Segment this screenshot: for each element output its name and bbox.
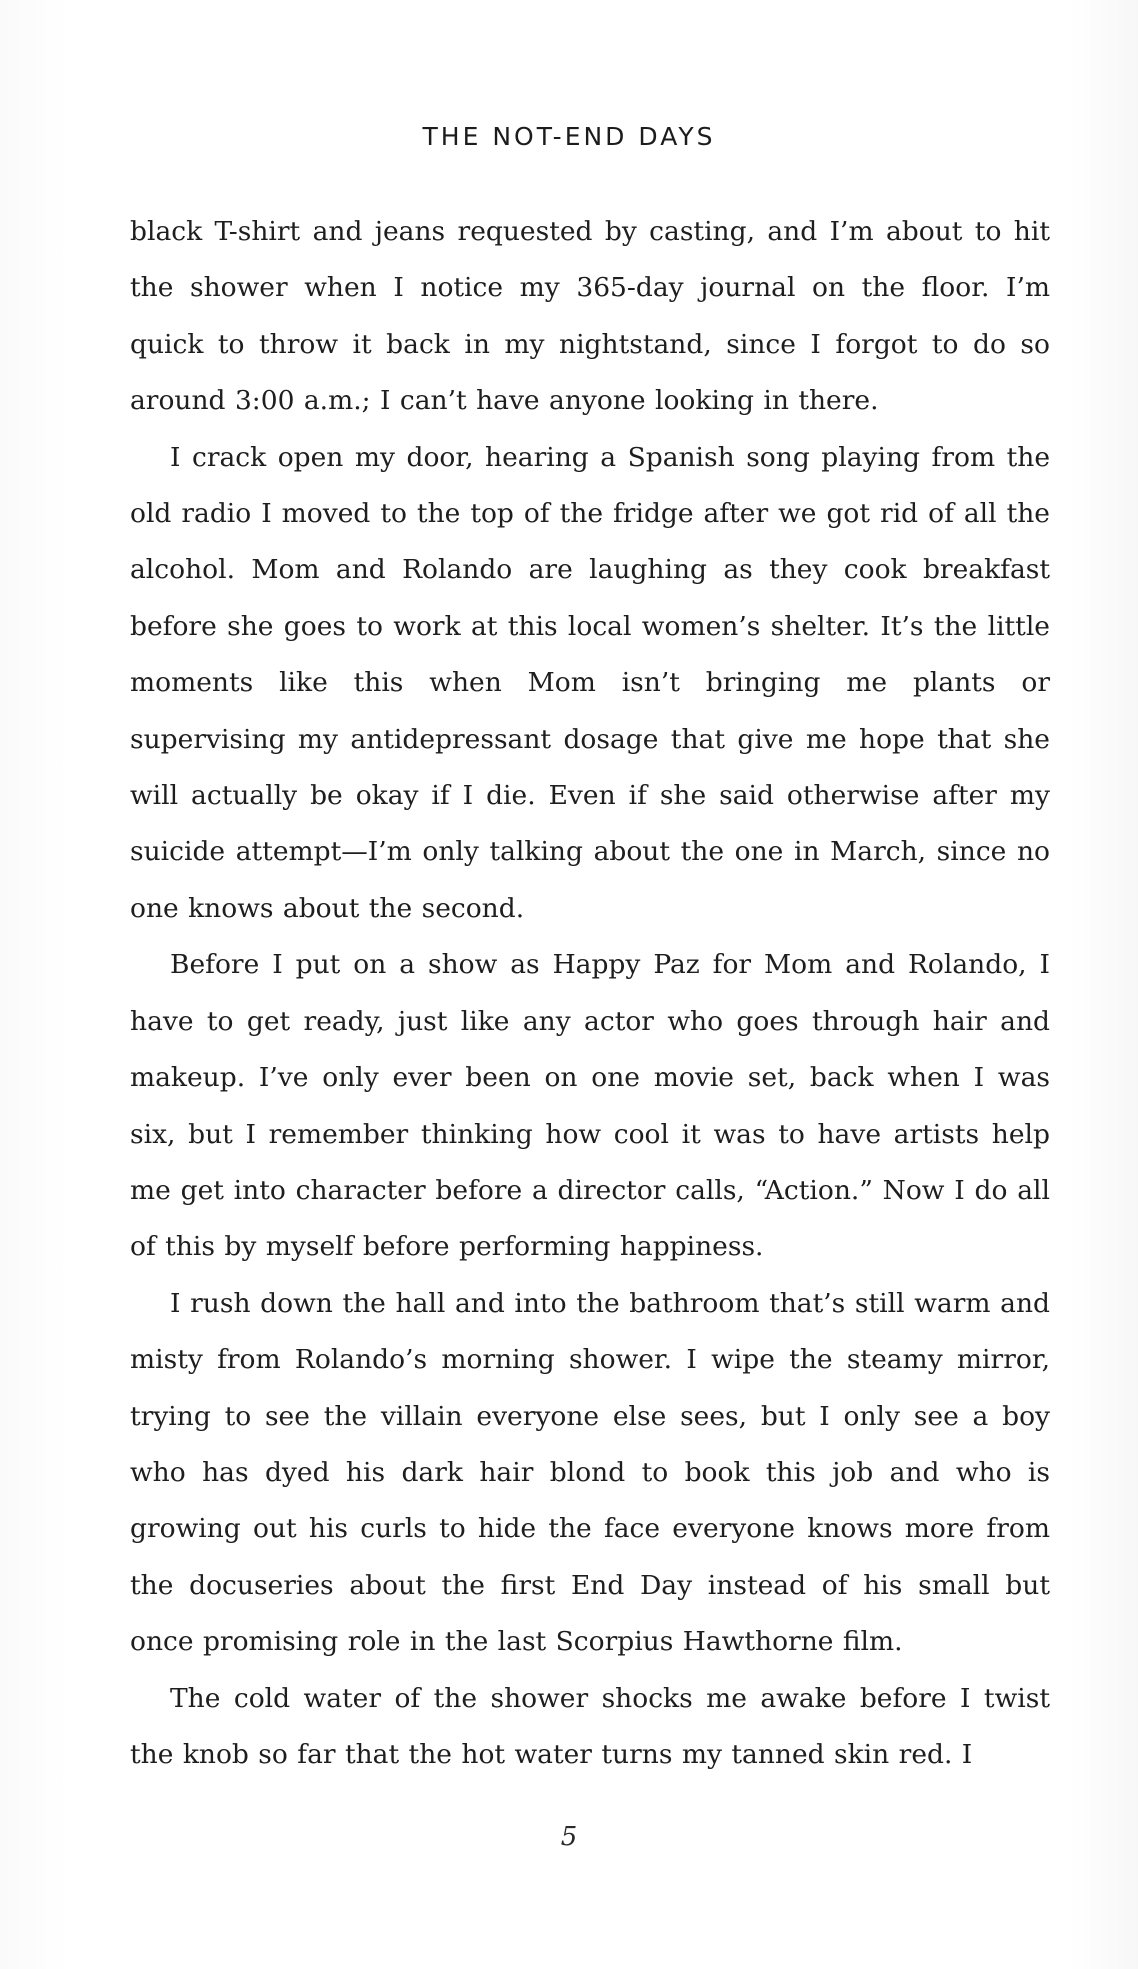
- paragraph-3: Before I put on a show as Happy Paz for Mom and Rolando, I have to get ready, just like any actor who goes through hair and makeup. I’ve only ever been on one movie set, back when I was six, but I remember thinking how cool it was to have artists help me get into character before a director calls, “Action.” Now I do all of this by myself before performing happiness.: [130, 949, 1050, 1263]
- running-head: THE NOT-END DAYS: [422, 122, 716, 151]
- paragraph-5: The cold water of the shower shocks me awake before I twist the knob so far that the hot water turns my tanned skin red. I: [130, 1682, 1050, 1770]
- paragraph-4: I rush down the hall and into the bathroom that’s still warm and misty from Rolando’s morning shower. I wipe the steamy mirror, trying to see the villain everyone else sees, but I only see a boy who has dyed his dark hair blond to book this job and who is growing out his curls to hide the face everyone knows more from the docuseries about the first End Day instead of his small but once promising role in the last Scorpius Hawthorne film.: [130, 1287, 1050, 1658]
- body-text: [130, 204, 1050, 1783]
- paragraph-2: I crack open my door, hearing a Spanish song playing from the old radio I moved to the top of the fridge after we got rid of all the alcohol. Mom and Rolando are laughing as they cook breakfast before she goes to work at this local women’s shelter. It’s the little moments like this when Mom isn’t bringing me plants or supervising my antidepressant dosage that give me hope that she will actually be okay if I die. Even if she said otherwise after my suicide attempt—I’m only talking about the one in March, since no one knows about the second.: [130, 441, 1050, 924]
- paragraph-1: black T-shirt and jeans requested by casting, and I’m about to hit the shower when I notice my 365-day journal on the floor. I’m quick to throw it back in my nightstand, since I forgot to do so around 3:00 a.m.; I can’t have anyone looking in there.: [130, 216, 1050, 417]
- page-number: 5: [560, 1822, 578, 1852]
